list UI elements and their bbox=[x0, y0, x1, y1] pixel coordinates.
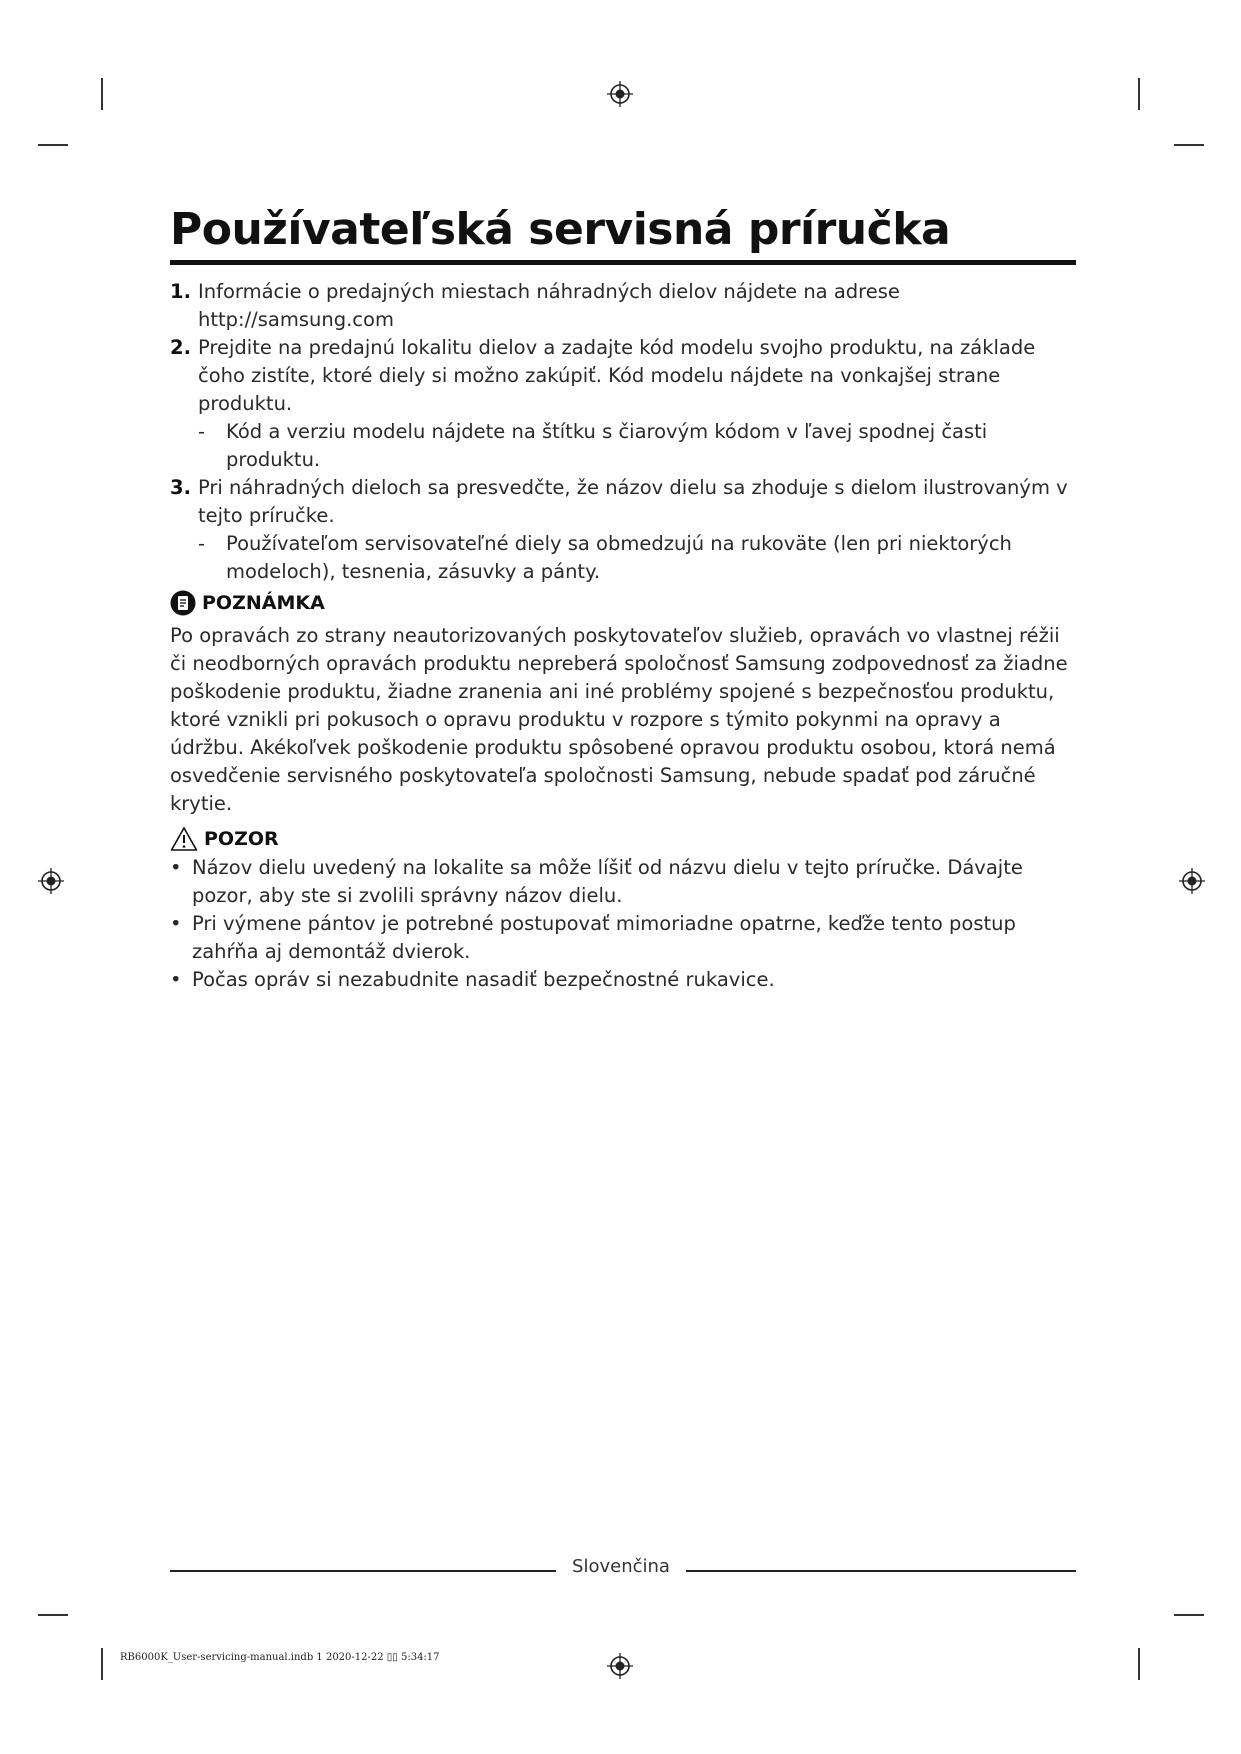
caution-heading bbox=[170, 824, 1076, 854]
note-text: Po opravách zo strany neautorizovaných poskytovateľov služieb, opravách vo vlastnej réžii či neodborných opravách produktu nepreberá spoločnosť Samsung zodpovednosť za žiadne poškodenie produktu, žiadne zranenia ani iné problémy spojené s bezpečnosťou produktu, ktoré vznikli pri pokusoch o opravu produktu v rozpore s týmito pokynmi na opravy a údržbu. Akékoľvek poškodenie produktu spôsobené opravou produktu osobou, ktorá nemá osvedčenie servisného poskytovateľa spoločnosti Samsung, nebude spadať pod záručné krytie. bbox=[170, 624, 1068, 815]
registration-mark-icon bbox=[38, 868, 64, 894]
sub-item bbox=[170, 418, 1076, 474]
crop-mark-top-left-h bbox=[38, 144, 68, 146]
step-text: Pri náhradných dieloch sa presvedčte, že názov dielu sa zhoduje s dielom ilustrovaným v tejto príručke. bbox=[198, 476, 1068, 527]
footer-language: Slovenčina bbox=[572, 1556, 670, 1577]
bullet-marker: • bbox=[170, 912, 182, 935]
title-underline bbox=[170, 260, 1076, 265]
sub-text: Používateľom servisovateľné diely sa obmedzujú na rukoväte (len pri niektorých modeloch), tesnenia, zásuvky a pánty. bbox=[226, 532, 1012, 583]
caution-label: POZOR bbox=[204, 828, 279, 850]
sub-item bbox=[170, 530, 1076, 586]
note-label: POZNÁMKA bbox=[202, 592, 325, 614]
step-number: 3. bbox=[170, 476, 191, 499]
crop-mark-bottom-left-h bbox=[38, 1614, 68, 1616]
sub-marker: - bbox=[198, 420, 206, 443]
footer-rule-right bbox=[686, 1570, 1076, 1572]
step-number: 2. bbox=[170, 336, 191, 359]
bullet-text: Počas opráv si nezabudnite nasadiť bezpečnostné rukavice. bbox=[192, 968, 775, 991]
bullet-marker: • bbox=[170, 856, 182, 879]
note-icon bbox=[170, 590, 196, 616]
step-item bbox=[170, 334, 1076, 418]
crop-mark-top-right-h bbox=[1174, 144, 1204, 146]
crop-mark-top-right-v bbox=[1138, 78, 1140, 110]
registration-mark-icon bbox=[607, 1653, 633, 1679]
sub-text: Kód a verziu modelu nájdete na štítku s čiarovým kódom v ľavej spodnej časti produktu. bbox=[226, 420, 988, 471]
step-text: Informácie o predajných miestach náhradných dielov nájdete na adrese http://samsung.com bbox=[198, 280, 900, 331]
step-item bbox=[170, 278, 1076, 334]
step-number: 1. bbox=[170, 280, 191, 303]
warning-triangle-icon bbox=[170, 826, 198, 852]
registration-mark-icon bbox=[607, 81, 633, 107]
bullet-text: Názov dielu uvedený na lokalite sa môže líšiť od názvu dielu v tejto príručke. Dávajte pozor, aby ste si zvolili správny názov dielu. bbox=[192, 856, 1023, 907]
crop-mark-top-left-v bbox=[101, 78, 103, 110]
caution-bullet bbox=[170, 910, 1076, 966]
bullet-text: Pri výmene pántov je potrebné postupovať mimoriadne opatrne, keďže tento postup zahŕňa aj demontáž dvierok. bbox=[192, 912, 1016, 963]
caution-bullet bbox=[170, 854, 1076, 910]
print-info: RB6000K_User-servicing-manual.indb 1 2020-12-22 ▯▯ 5:34:17 bbox=[120, 1652, 440, 1663]
step-item bbox=[170, 474, 1076, 530]
crop-mark-bottom-left-v bbox=[101, 1648, 103, 1680]
page-title: Používateľská servisná príručka bbox=[170, 204, 951, 255]
step-text: Prejdite na predajnú lokalitu dielov a zadajte kód modelu svojho produktu, na základe čoho zistíte, ktoré diely si možno zakúpiť. Kód modelu nájdete na vonkajšej strane produktu. bbox=[198, 336, 1036, 415]
crop-mark-bottom-right-h bbox=[1174, 1614, 1204, 1616]
page-content bbox=[170, 278, 1076, 994]
caution-bullet bbox=[170, 966, 1076, 994]
footer-rule-left bbox=[170, 1570, 556, 1572]
crop-mark-bottom-right-v bbox=[1138, 1648, 1140, 1680]
bullet-marker: • bbox=[170, 968, 182, 991]
sub-marker: - bbox=[198, 532, 206, 555]
note-heading bbox=[170, 588, 1076, 618]
registration-mark-icon bbox=[1179, 868, 1205, 894]
